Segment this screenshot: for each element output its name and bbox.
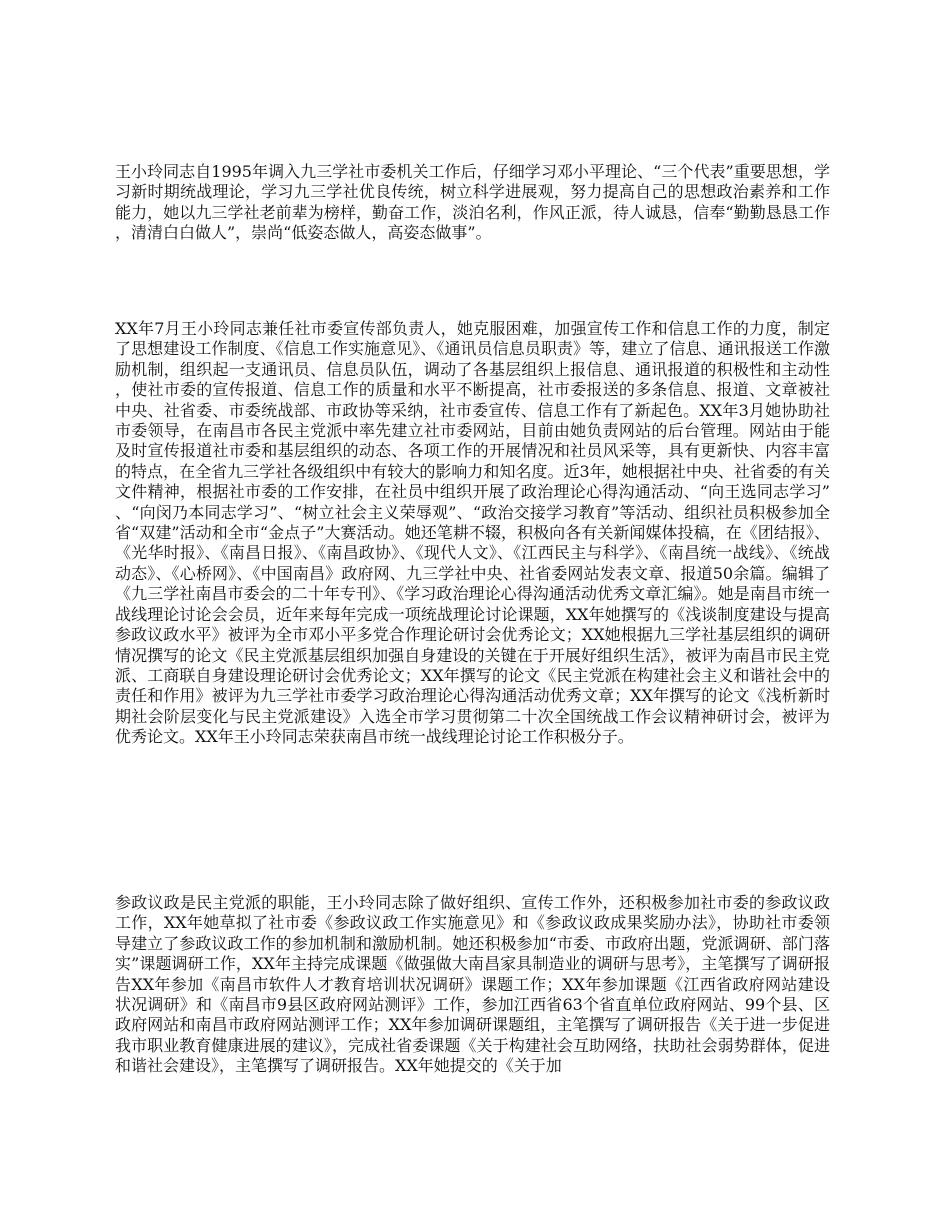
paragraph-publicity-work: XX年7月王小玲同志兼任社市委宣传部负责人，她克服困难，加强宣传工作和信息工作的力度，制定了思想建设工作制度、《信息工作实施意见》、《通讯员信息员职责》等，建立了信息、通讯报送工作激励机制，组织起一支通讯员、信息员队伍，调动了各基层组织上报信息、通讯报道的积极性和主动性，使社市委的宣传报道、信息工作的质量和水平不断提高，社市委报送的多条信息、报道、文章被社中央、社省委、市委统战部、市政协等采纳，社市委宣传、信息工作有了新起色。XX年3月她协助社市委领导，在南昌市各民主党派中率先建立社市委网站，目前由她负责网站的后台管理。网站由于能及时宣传报道社市委和基层组织的动态、各项工作的开展情况和社员风采等，具有更新快、内容丰富的特点，在全省九三学社各级组织中有较大的影响力和知名度。近3年，她根据社中央、社省委的有关文件精神，根据社市委的工作安排，在社员中组织开展了政治理论心得沟通活动、“向王选同志学习”、“向闵乃本同志学习”、“树立社会主义荣辱观”、“政治交接学习教育”等活动、组织社员积极参加全省“双建”活动和全市“金点子”大赛活动。她还笔耕不辍，积极向各有关新闻媒体投稿，在《团结报》、《光华时报》、《南昌日报》、《南昌政协》、《现代人文》、《江西民主与科学》、《南昌统一战线》、《统战动态》、《心桥网》、《中国南昌》政府网、九三学社中央、社省委网站发表文章、报道50余篇。编辑了《九三学社南昌市委会的二十年专刊》、《学习政治理论心得沟通活动优秀文章汇编》。她是南昌市统一战线理论讨论会会员，近年来每年完成一项统战理论讨论课题，XX年她撰写的《浅谈制度建设与提高参政议政水平》被评为全市邓小平多党合作理论研讨会优秀论文；XX她根据九三学社基层组织的调研情况撰写的论文《民主党派基层组织加强自身建设的关键在于开展好组织生活》，被评为南昌市民主党派、工商联自身建设理论研讨会优秀论文；XX年撰写的论文《民主党派在构建社会主义和谐社会中的责任和作用》被评为九三学社市委学习政治理论心得沟通活动优秀文章；XX年撰写的论文《浅析新时期社会阶层变化与民主党派建设》入选全市学习贯彻第二十次全国统战工作会议精神研讨会，被评为优秀论文。XX年王小玲同志荣获南昌市统一战线理论讨论工作积极分子。: [115, 319, 830, 747]
paragraph-personal-background: 王小玲同志自1995年调入九三学社市委机关工作后，仔细学习邓小平理论、“三个代表”重要思想，学习新时期统战理论，学习九三学社优良传统，树立科学进展观，努力提高自己的思想政治素养和工作能力，她以九三学社老前辈为榜样，勤奋工作，淡泊名利，作风正派，待人诚恳，信奉“勤勤恳恳工作，清清白白做人”，崇尚“低姿态做人，高姿态做事”。: [115, 162, 830, 243]
paragraph-political-participation: 参政议政是民主党派的职能，王小玲同志除了做好组织、宣传工作外，还积极参加社市委的参政议政工作，XX年她草拟了社市委《参政议政工作实施意见》和《参政议政成果奖励办法》，协助社市委领导建立了参政议政工作的参加机制和激励机制。她还积极参加“市委、市政府出题，党派调研、部门落实”课题调研工作，XX年主持完成课题《做强做大南昌家具制造业的调研与思考》，主笔撰写了调研报告XX年参加《南昌市软件人才教育培训状况调研》课题工作；XX年参加课题《江西省政府网站建设状况调研》和《南昌市9县区政府网站测评》工作，参加江西省63个省直单位政府网站、99个县、区政府网站和南昌市政府网站测评工作；XX年参加调研课题组，主笔撰写了调研报告《关于进一步促进我市职业教育健康进展的建议》，完成社省委课题《关于构建社会互助网络，扶助社会弱势群体，促进和谐社会建设》，主笔撰写了调研报告。XX年她提交的《关于加: [115, 893, 830, 1076]
